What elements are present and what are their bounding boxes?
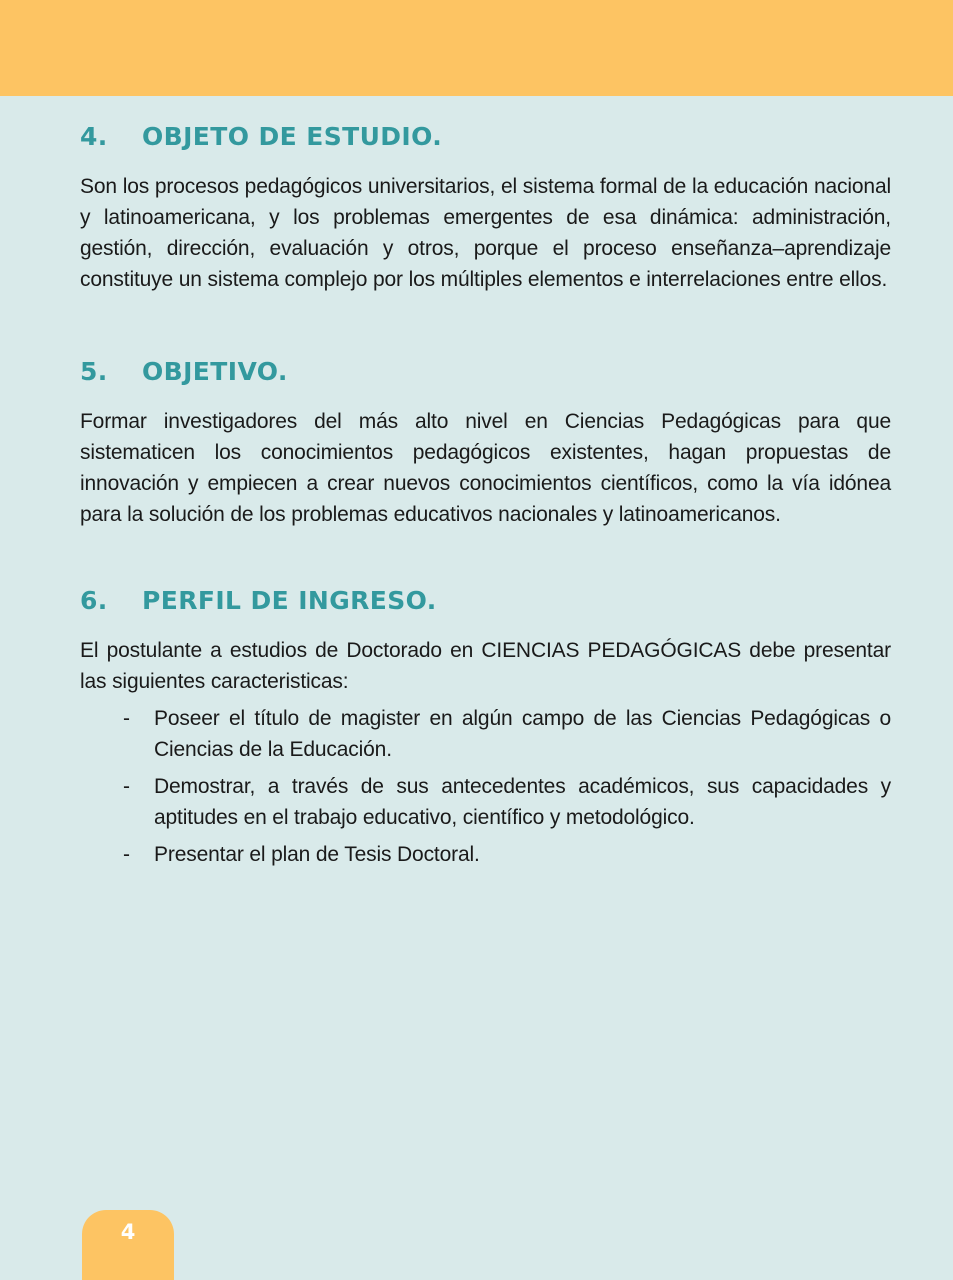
section-number: 6.: [80, 586, 108, 615]
list-item: [80, 703, 891, 765]
bullet-dash: -: [123, 707, 130, 730]
bullet-dash: -: [123, 775, 130, 798]
section-body: Formar investigadores del más alto nivel en Ciencias Pedagógicas para que sistematicen los conocimientos pedagógicos existentes, hagan propuestas de innovación y empiecen a crear nuevos conocimientos científicos, como la vía idónea para la solución de los problemas educativos nacionales y latinoamericanos.: [80, 410, 891, 526]
section-title: OBJETIVO.: [142, 357, 288, 386]
list-item: [80, 771, 891, 833]
section-body: Son los procesos pedagógicos universitarios, el sistema formal de la educación nacional y latinoamericana, y los problemas emergentes de esa dinámica: administración, gestión, dirección, evaluación y otros, porque el proceso enseñanza–aprendizaje constituye un sistema complejo por los múltiples elementos e interrelaciones entre ellos.: [80, 175, 891, 291]
page-number: 4: [120, 1220, 136, 1244]
section-objetivo: [80, 353, 891, 530]
section-body: El postulante a estudios de Doctorado en CIENCIAS PEDAGÓGICAS debe presentar las siguientes caracteristicas:: [80, 639, 891, 693]
section-number: 4.: [80, 122, 108, 151]
section-objeto-de-estudio: [80, 118, 891, 295]
section-title: PERFIL DE INGRESO.: [142, 586, 437, 615]
page-number-tab: [82, 1210, 174, 1280]
page-content: [80, 118, 891, 928]
list-item-text: Presentar el plan de Tesis Doctoral.: [154, 843, 480, 866]
list-item-text: Poseer el título de magister en algún campo de las Ciencias Pedagógicas o Ciencias de la Educación.: [154, 707, 891, 761]
bullet-dash: -: [123, 843, 130, 866]
top-header-band: [0, 0, 953, 96]
list-item-text: Demostrar, a través de sus antecedentes académicos, sus capacidades y aptitudes en el trabajo educativo, científico y metodológico.: [154, 775, 891, 829]
requirements-list: [80, 703, 891, 870]
section-heading: [80, 582, 891, 620]
section-title: OBJETO DE ESTUDIO.: [142, 122, 443, 151]
section-number: 5.: [80, 357, 108, 386]
section-heading: [80, 353, 891, 391]
section-heading: [80, 118, 891, 156]
list-item: [80, 839, 891, 870]
section-perfil-de-ingreso: [80, 582, 891, 870]
